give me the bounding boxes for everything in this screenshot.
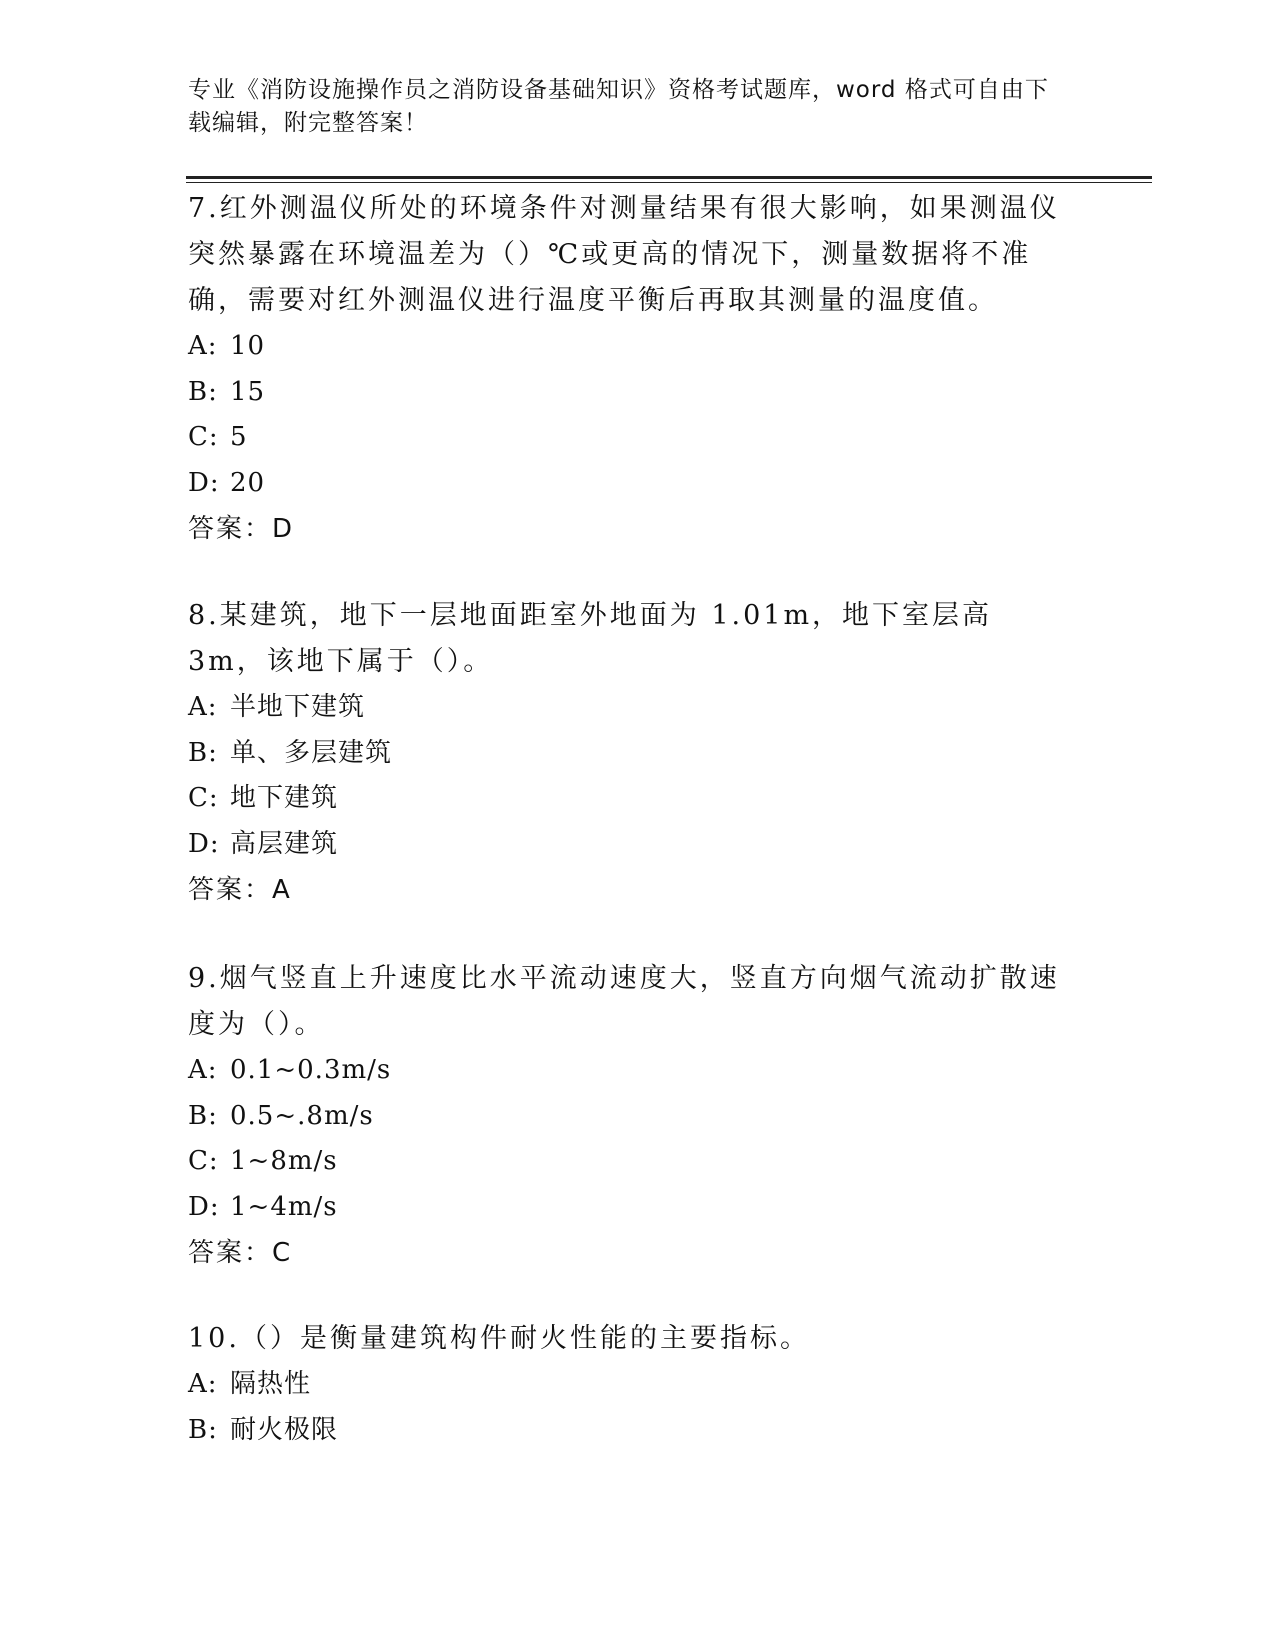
option-a xyxy=(188,324,1068,370)
option-text: 0.1~0.3m/s xyxy=(230,1055,392,1085)
question-stem: 9.烟气竖直上升速度比水平流动速度大，竖直方向烟气流动扩散速度为（）。 xyxy=(188,963,1060,1040)
question-stem: 10.（）是衡量建筑构件耐火性能的主要指标。 xyxy=(188,1323,810,1354)
option-text: 5 xyxy=(230,422,248,452)
option-letter: A: xyxy=(188,692,218,722)
header-rule-thick xyxy=(186,176,1152,179)
option-b xyxy=(188,370,1068,416)
option-text: 隔热性 xyxy=(230,1369,312,1399)
answer-line: 答案：D xyxy=(188,514,295,544)
question-stem: 7.红外测温仪所处的环境条件对测量结果有很大影响，如果测温仪突然暴露在环境温差为（）℃或更高的情况下，测量数据将不准确，需要对红外测温仪进行温度平衡后再取其测量的温度值。 xyxy=(188,193,1060,316)
option-letter: D: xyxy=(188,828,220,859)
option-letter: C: xyxy=(188,1146,219,1176)
question-7 xyxy=(188,186,1068,552)
option-d xyxy=(188,822,1068,868)
option-c xyxy=(188,415,1068,461)
option-b xyxy=(188,731,1068,777)
option-a xyxy=(188,1362,1068,1408)
option-letter: B: xyxy=(188,1100,218,1131)
option-b xyxy=(188,1408,1068,1454)
document-header: 专业《消防设施操作员之消防设备基础知识》资格考试题库，word 格式可自由下载编辑，附完整答案！ xyxy=(188,77,1049,136)
question-9 xyxy=(188,956,1068,1276)
option-text: 地下建筑 xyxy=(230,783,339,813)
option-text: 10 xyxy=(230,331,266,361)
option-text: 耐火极限 xyxy=(230,1414,339,1445)
option-text: 半地下建筑 xyxy=(230,692,366,722)
option-d xyxy=(188,461,1068,507)
option-letter: D: xyxy=(188,1191,220,1222)
option-text: 高层建筑 xyxy=(230,828,339,859)
question-10 xyxy=(188,1316,1068,1453)
answer-line: 答案：C xyxy=(188,1238,293,1268)
option-letter: B: xyxy=(188,376,218,407)
option-letter: A: xyxy=(188,1369,218,1399)
option-letter: B: xyxy=(188,737,218,768)
option-letter: A: xyxy=(188,331,218,361)
question-stem: 8.某建筑，地下一层地面距室外地面为 1.01m，地下室层高 3m，该地下属于（）。 xyxy=(188,600,993,677)
option-text: 1~8m/s xyxy=(230,1146,338,1176)
option-text: 20 xyxy=(230,467,266,498)
option-text: 0.5~.8m/s xyxy=(230,1100,374,1131)
option-letter: C: xyxy=(188,783,219,813)
option-text: 1~4m/s xyxy=(230,1191,338,1222)
option-letter: B: xyxy=(188,1414,218,1445)
option-a xyxy=(188,685,1068,731)
option-letter: D: xyxy=(188,467,220,498)
option-text: 15 xyxy=(230,376,266,407)
option-a xyxy=(188,1048,1068,1094)
option-b xyxy=(188,1094,1068,1140)
option-c xyxy=(188,1139,1068,1185)
answer-line: 答案：A xyxy=(188,875,292,905)
option-c xyxy=(188,776,1068,822)
option-letter: C: xyxy=(188,422,219,452)
question-8 xyxy=(188,593,1068,913)
option-letter: A: xyxy=(188,1055,218,1085)
header-rule-thin xyxy=(186,182,1152,183)
option-d xyxy=(188,1185,1068,1231)
option-text: 单、多层建筑 xyxy=(230,737,393,768)
